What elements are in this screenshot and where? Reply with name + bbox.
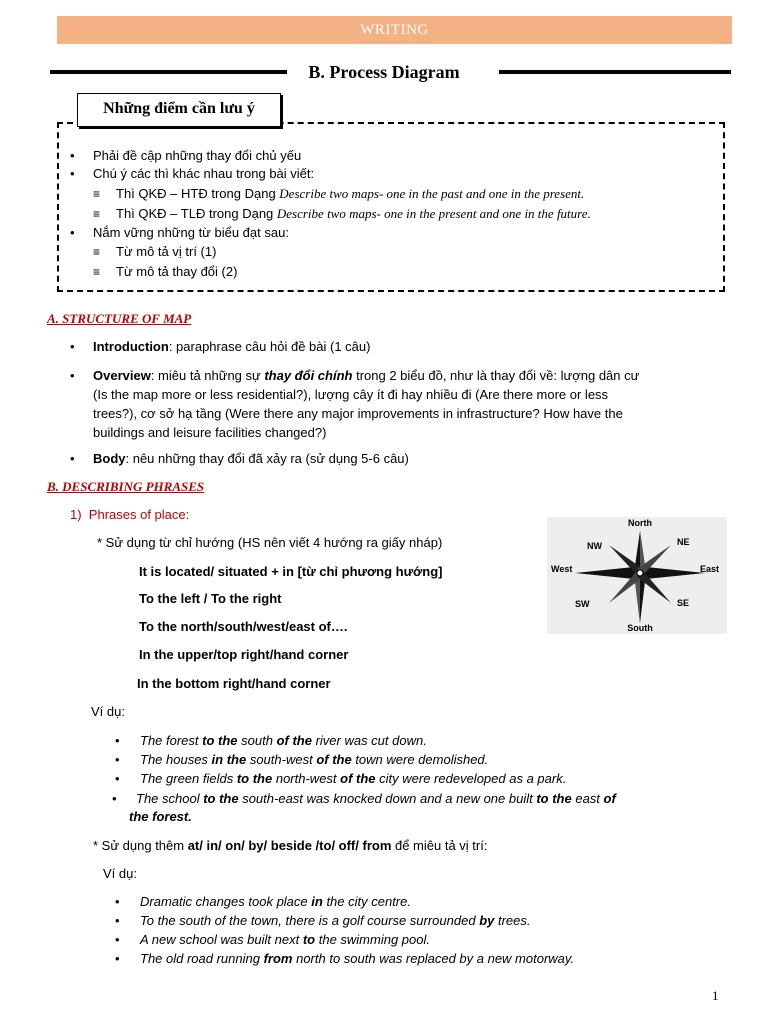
- notes-item: •: [70, 166, 75, 181]
- phrases-subheading: 1) Phrases of place:: [70, 507, 190, 522]
- example-bullet: •: [115, 932, 120, 947]
- example-item: The houses in the south-west of the town were demolished.: [140, 752, 489, 767]
- structure-bullet: •: [70, 451, 75, 466]
- notes-subitem: Từ mô tả vị trí (1): [116, 244, 217, 259]
- example-bullet: •: [115, 913, 120, 928]
- example-item: Dramatic changes took place in the city centre.: [140, 894, 411, 909]
- notes-item-text: Chú ý các thì khác nhau trong bài viết:: [93, 166, 315, 181]
- compass-rose-icon: [547, 517, 727, 634]
- structure-heading: A. STRUCTURE OF MAP: [47, 311, 192, 326]
- compass-ne: NE: [677, 537, 690, 547]
- page-number: 1: [712, 988, 719, 1003]
- notes-subitem: Từ mô tả thay đổi (2): [116, 264, 238, 279]
- compass-south: South: [627, 623, 653, 633]
- list-marker-icon: ≡: [93, 207, 101, 221]
- example-item: The forest to the south of the river was cut down.: [140, 733, 427, 748]
- preposition-note: * Sử dụng thêm at/ in/ on/ by/ beside /to/ off/ from để miêu tả vị trí:: [93, 838, 488, 853]
- list-marker-icon: ≡: [93, 265, 101, 279]
- example-bullet: •: [115, 951, 120, 966]
- structure-overview: Overview: miêu tả những sự thay đổi chính trong 2 biểu đồ, như là thay đổi về: lượng dân cư (Is the map more or less residential?), lượng cây ít đi hay nhiều đi (Are there more or less trees?), cơ sở hạ tầng (Were there any major improvements in infrastructure? How have the buildings and leisure facilities changed?): [93, 368, 640, 440]
- phrase-item: In the upper/top right/hand corner: [139, 647, 349, 662]
- phrase-item: In the bottom right/hand corner: [137, 676, 331, 691]
- compass-west: West: [551, 564, 573, 574]
- example-label: Ví dụ:: [91, 704, 125, 719]
- compass-se: SE: [677, 598, 690, 608]
- notes-item-text: Nắm vững những từ biểu đạt sau:: [93, 225, 289, 240]
- compass-north: North: [628, 518, 652, 528]
- phrase-item: To the left / To the right: [139, 591, 282, 606]
- list-marker-icon: ≡: [93, 187, 101, 201]
- compass-sw: SW: [575, 599, 590, 609]
- writing-header-band: WRITING: [57, 16, 732, 44]
- example-label: Ví dụ:: [103, 866, 137, 881]
- example-bullet: •: [115, 771, 120, 786]
- example-bullet: •: [115, 752, 120, 767]
- compass-east: East: [700, 564, 720, 574]
- example-item: A new school was built next to the swimming pool.: [140, 932, 430, 947]
- compass-rose-image: [547, 517, 727, 634]
- example-item: The school to the south-east was knocked down and a new one built to the east of: [136, 791, 616, 806]
- example-item: The green fields to the north-west of the city were redeveloped as a park.: [140, 771, 567, 786]
- notes-item-text: Phải đề cập những thay đổi chủ yếu: [93, 148, 302, 163]
- phrase-item: It is located/ situated + in [từ chỉ phương hướng]: [139, 564, 443, 579]
- notes-subitem: Thì QKĐ – TLĐ trong Dạng Describe two maps- one in the present and one in the future.: [116, 206, 591, 221]
- phrase-item: To the north/south/west/east of….: [139, 619, 348, 634]
- notes-item: •: [70, 148, 75, 163]
- structure-body: Body: nêu những thay đổi đã xảy ra (sử dụng 5-6 câu): [93, 451, 409, 466]
- notes-title: Những điểm cần lưu ý: [77, 93, 281, 127]
- example-item: The old road running from north to south was replaced by a new motorway.: [140, 951, 575, 966]
- example-bullet: •: [112, 791, 117, 806]
- structure-intro: Introduction: paraphrase câu hỏi đề bài (1 câu): [93, 339, 371, 354]
- section-title: B. Process Diagram: [308, 62, 460, 82]
- list-marker-icon: ≡: [93, 245, 101, 259]
- example-bullet: •: [115, 894, 120, 909]
- example-item-continuation: the forest.: [129, 809, 192, 824]
- notes-subitem: Thì QKĐ – HTĐ trong Dạng Describe two maps- one in the past and one in the present.: [116, 186, 585, 201]
- structure-bullet: •: [70, 368, 75, 383]
- example-item: To the south of the town, there is a golf course surrounded by trees.: [140, 913, 531, 928]
- compass-nw: NW: [587, 541, 602, 551]
- notes-item: •: [70, 225, 75, 240]
- example-bullet: •: [115, 733, 120, 748]
- direction-note: * Sử dụng từ chỉ hướng (HS nên viết 4 hướng ra giấy nháp): [97, 535, 443, 550]
- phrases-heading: B. DESCRIBING PHRASES: [47, 479, 205, 494]
- structure-bullet: •: [70, 339, 75, 354]
